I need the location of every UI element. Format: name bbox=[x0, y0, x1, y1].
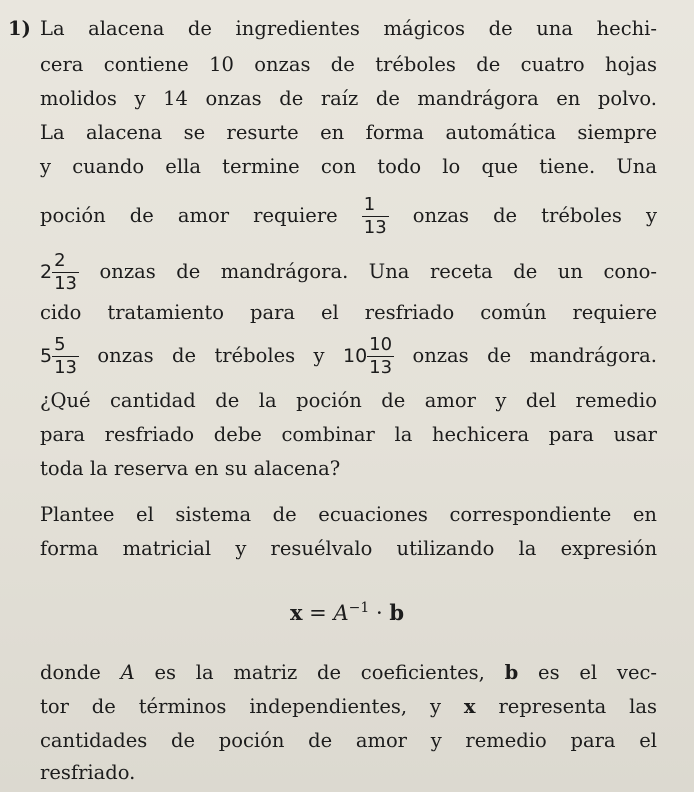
fraction-numerator: 5 bbox=[52, 336, 79, 357]
mixed-fraction bbox=[367, 336, 394, 377]
problem-line-6 bbox=[40, 188, 657, 244]
problem-line-1: La alacena de ingredientes mágicos de una hechi- bbox=[40, 17, 657, 40]
problem-line-4: La alacena se resurte en forma automática siempre bbox=[40, 121, 657, 144]
formula-unknown-vector: x bbox=[289, 600, 303, 625]
mandrake-remedy-text: onzas de mandrágora. bbox=[412, 344, 657, 367]
fraction-numerator: 1 bbox=[362, 196, 389, 217]
problem-line-7 bbox=[40, 244, 657, 300]
fraction-numerator: 10 bbox=[369, 334, 393, 355]
mixed-fraction bbox=[52, 336, 79, 377]
matrix-symbol: A bbox=[120, 661, 135, 684]
mandrake-unit-text: onzas de mandrágora. Una receta de un cono- bbox=[99, 260, 657, 283]
problem-line-8: cido tratamiento para el resfriado común requiere bbox=[40, 301, 657, 324]
fraction-denominator: 13 bbox=[54, 273, 77, 294]
explanation-line-3: cantidades de poción de amor y remedio para el bbox=[40, 729, 657, 752]
explanation-line-4: resfriado. bbox=[40, 761, 136, 784]
fraction-denominator: 13 bbox=[54, 357, 77, 378]
vector-x-symbol: x bbox=[463, 695, 476, 718]
love-potion-text: poción de amor requiere bbox=[40, 204, 338, 227]
clover-unit-text: onzas de tréboles y bbox=[412, 204, 657, 227]
clover-remedy-text: onzas de tréboles y bbox=[97, 344, 325, 367]
formula-equals: = bbox=[309, 601, 327, 625]
problem-line-9 bbox=[40, 328, 657, 384]
mandrake-mixed-number-cold-remedy bbox=[342, 334, 394, 378]
mixed-whole: 10 bbox=[342, 345, 368, 367]
problem-line-2: cera contiene 10 onzas de tréboles de cuatro hojas bbox=[40, 53, 657, 76]
instruction-line-2: forma matricial y resuélvalo utilizando la expresión bbox=[40, 537, 657, 560]
problem-line-3: molidos y 14 onzas de raíz de mandrágora en polvo. bbox=[40, 87, 657, 110]
explanation-text: representa las bbox=[498, 695, 657, 718]
mandrake-mixed-number-love-potion bbox=[40, 250, 79, 294]
mixed-fraction bbox=[52, 252, 79, 293]
clover-fraction-love-potion bbox=[362, 196, 389, 237]
formula-exponent: −1 bbox=[348, 600, 370, 616]
question-line-1: ¿Qué cantidad de la poción de amor y del remedio bbox=[40, 389, 657, 412]
matrix-formula bbox=[0, 590, 694, 631]
explanation-text: tor de términos independientes, y bbox=[40, 695, 442, 718]
fraction-numerator: 2 bbox=[52, 252, 79, 273]
explanation-line-1 bbox=[40, 656, 657, 690]
formula-dot: · bbox=[375, 601, 383, 625]
question-line-2: para resfriado debe combinar la hechicera para usar bbox=[40, 423, 657, 446]
mixed-whole: 2 bbox=[40, 261, 53, 283]
problem-number: 1) bbox=[8, 17, 31, 40]
fraction-denominator: 13 bbox=[369, 357, 393, 378]
explanation-text: es la matriz de coeficientes, bbox=[154, 661, 485, 684]
mixed-whole: 5 bbox=[40, 345, 53, 367]
explanation-line-2 bbox=[40, 690, 657, 724]
explanation-text: es el vec- bbox=[538, 661, 657, 684]
explanation-text: donde bbox=[40, 661, 101, 684]
clover-mixed-number-cold-remedy bbox=[40, 334, 79, 378]
formula-matrix: A bbox=[333, 601, 349, 625]
formula-vector: b bbox=[389, 600, 405, 625]
question-line-3: toda la reserva en su alacena? bbox=[40, 457, 341, 480]
fraction-denominator: 13 bbox=[363, 217, 387, 238]
problem-line-5: y cuando ella termine con todo lo que tiene. Una bbox=[40, 155, 657, 178]
instruction-line-1: Plantee el sistema de ecuaciones correspondiente en bbox=[40, 503, 657, 526]
vector-b-symbol: b bbox=[504, 661, 519, 684]
